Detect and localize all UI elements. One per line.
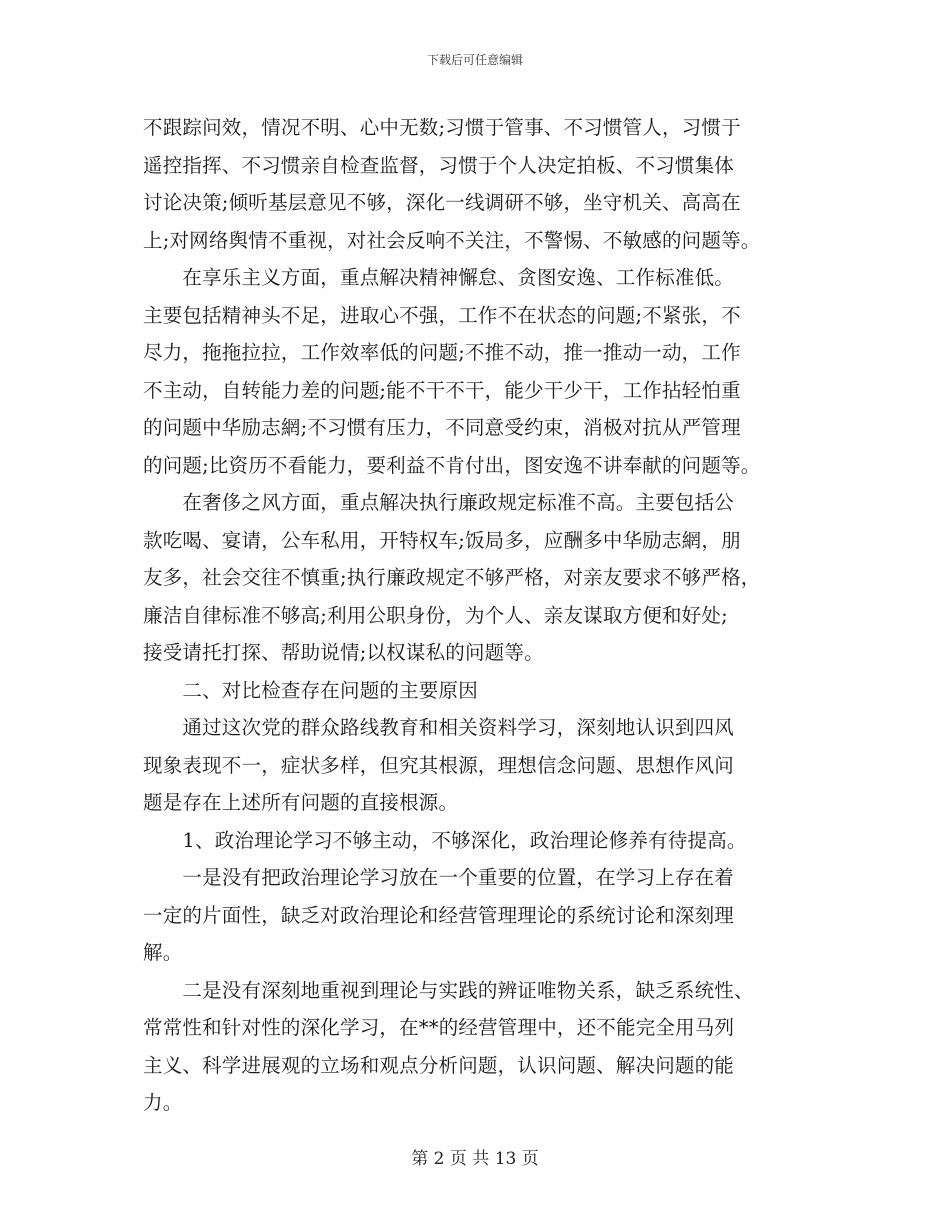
- text-line: 不主动，自转能力差的问题;能不干不干，能少干少干，工作拈轻怕重: [143, 378, 741, 402]
- text-line: 遥控指挥、不习惯亲自检查监督，习惯于个人决定拍板、不习惯集体: [143, 153, 735, 177]
- text-line: 款吃喝、宴请，公车私用，开特权车;饭局多，应酬多中华励志網，朋: [143, 528, 741, 552]
- page-number: 第 2 页 共 13 页: [411, 1149, 539, 1169]
- section-heading: 二、对比检查存在问题的主要原因: [143, 678, 478, 702]
- text-line: 在奢侈之风方面，重点解决执行廉政规定标准不高。主要包括公: [143, 491, 735, 514]
- subsection-heading: 1、政治理论学习不够主动，不够深化，政治理论修养有待提高。: [143, 828, 747, 852]
- text-line: 力。: [143, 1091, 183, 1114]
- text-line: 友多，社会交往不慎重;执行廉政规定不够严格，对亲友要求不够严格，: [143, 566, 761, 589]
- text-line: 解。: [143, 941, 183, 964]
- text-line: 的问题中华励志網;不习惯有压力，不同意受约束，消极对抗从严管理: [143, 416, 741, 439]
- page-header: 下载后可任意编辑: [426, 53, 523, 67]
- text-line: 主义、科学进展观的立场和观点分析问题，认识问题、解决问题的能: [143, 1053, 735, 1077]
- text-line: 主要包括精神头不足，进取心不强，工作不在状态的问题;不紧张，不: [143, 303, 741, 327]
- text-line: 一是没有把政治理论学习放在一个重要的位置，在学习上存在着: [143, 866, 735, 889]
- text-line: 在享乐主义方面，重点解决精神懈怠、贪图安逸、工作标准低。: [143, 266, 735, 289]
- document-body: [143, 109, 823, 1122]
- text-line: 不跟踪问效，情况不明、心中无数;习惯于管事、不习惯管人，习惯于: [143, 116, 741, 139]
- text-line: 现象表现不一，症状多样，但究其根源，理想信念问题、思想作风问: [143, 753, 735, 777]
- text-line: 常常性和针对性的深化学习，在**的经营管理中，还不能完全用马列: [143, 1016, 735, 1039]
- text-line: 上;对网络舆情不重视，对社会反响不关注，不警惕、不敏感的问题等。: [143, 228, 761, 252]
- text-line: 讨论决策;倾听基层意见不够，深化一线调研不够，坐守机关、高高在: [143, 191, 741, 214]
- text-line: 的问题;比资历不看能力，要利益不肯付出，图安逸不讲奉献的问题等。: [143, 453, 761, 477]
- text-line: 二是没有深刻地重视到理论与实践的辨证唯物关系，缺乏系统性、: [143, 978, 754, 1002]
- text-line: 题是存在上述所有问题的直接根源。: [143, 791, 459, 814]
- text-line: 接受请托打探、帮助说情;以权谋私的问题等。: [143, 641, 544, 664]
- text-line: 一定的片面性，缺乏对政治理论和经营管理理论的系统讨论和深刻理: [143, 903, 735, 927]
- text-line: 尽力，拖拖拉拉，工作效率低的问题;不推不动，推一推动一动，工作: [143, 341, 741, 364]
- text-line: 廉洁自律标准不够高;利用公职身份，为个人、亲友谋取方便和好处;: [143, 603, 728, 627]
- text-line: 通过这次党的群众路线教育和相关资料学习，深刻地认识到四风: [143, 716, 735, 739]
